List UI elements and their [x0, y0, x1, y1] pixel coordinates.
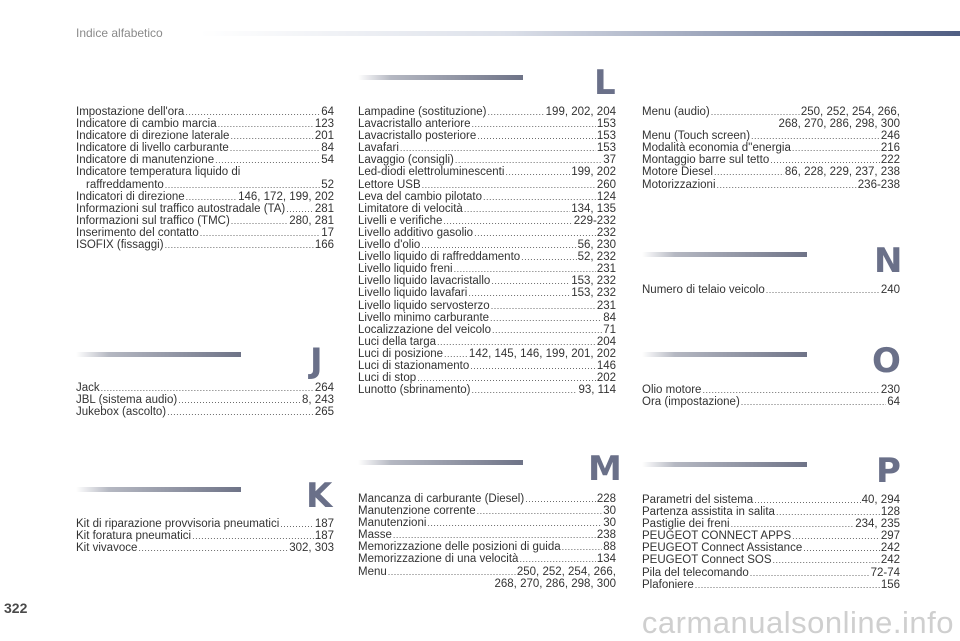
entry-leader-dots	[427, 517, 602, 529]
page-number: 322	[4, 600, 28, 616]
entry-leader-dots	[200, 227, 320, 239]
entry-page-ref: 134	[596, 553, 616, 566]
entry-leader-dots	[477, 130, 596, 142]
section-j-bar	[76, 352, 241, 357]
entry-page-ref: 30	[603, 505, 616, 518]
entry-leader-dots	[286, 203, 314, 215]
entry-leader-dots	[751, 130, 880, 142]
entry-term: Parametri del sistema	[642, 494, 754, 506]
entry-term: Lavacristallo posteriore	[358, 130, 477, 143]
entry-term: Luci della targa	[358, 335, 436, 348]
entry-page-ref: 146, 172, 199, 202	[238, 190, 334, 203]
index-entry	[76, 382, 334, 394]
entry-page-ref: 202	[596, 372, 616, 385]
entry-term: Livelli e verifiche	[358, 214, 443, 227]
entry-term: Luci di stazionamento	[358, 359, 470, 372]
entry-leader-dots	[417, 372, 596, 384]
entry-term: Memorizzazione di una velocità	[358, 553, 519, 566]
entry-leader-dots	[770, 154, 880, 166]
entry-page-ref: 302, 303	[289, 542, 334, 555]
entry-term: Indicatore temperatura liquido di	[76, 166, 241, 179]
entry-term: Livello liquido lavacristallo	[358, 275, 491, 288]
entry-term: Modalità economia d''energia	[642, 142, 791, 155]
section-p-entries	[642, 494, 900, 591]
index-entry	[358, 251, 616, 263]
entry-page-ref-continued: 268, 270, 286, 298, 300	[778, 118, 900, 131]
entry-leader-dots	[490, 312, 602, 324]
entry-leader-dots	[776, 506, 880, 518]
entry-leader-dots	[731, 518, 855, 530]
entry-page-ref: 264	[314, 382, 334, 394]
entry-term-continued: raffreddamento	[86, 178, 164, 191]
index-entry	[76, 154, 334, 166]
entry-page-ref: 231	[596, 299, 616, 312]
entry-term: Lampadine (sostituzione)	[358, 106, 487, 118]
entry-leader-dots	[437, 336, 596, 348]
index-entry	[358, 517, 616, 529]
entry-page-ref: 52	[321, 178, 334, 191]
entry-page-ref: 153, 232	[571, 287, 616, 300]
entry-leader-dots	[773, 554, 880, 566]
index-entry	[358, 227, 616, 239]
entry-leader-dots	[186, 191, 237, 203]
index-entry	[76, 203, 334, 215]
entry-page-ref: 281	[314, 202, 334, 215]
entry-leader-dots	[714, 166, 784, 178]
entry-page-ref: 134, 135	[571, 202, 616, 215]
entry-term: Lavaggio (consigli)	[358, 154, 454, 167]
entry-term: Led-diodi elettroluminescenti	[358, 166, 505, 179]
index-entry	[76, 239, 334, 251]
entry-page-ref: 142, 145, 146, 199, 201, 202	[468, 347, 616, 360]
entry-page-ref: 52, 232	[577, 251, 616, 264]
index-entry	[358, 553, 616, 565]
header-bar	[200, 31, 960, 36]
entry-leader-dots	[488, 106, 545, 118]
entry-term: Jack	[76, 382, 100, 394]
index-entry	[642, 106, 900, 118]
entry-page-ref: 265	[314, 406, 334, 419]
section-p-letter: P	[876, 451, 901, 491]
entry-term: Memorizzazione delle posizioni di guida	[358, 541, 561, 554]
entry-term: Inserimento del contatto	[76, 226, 199, 239]
section-p-bar	[642, 462, 807, 467]
index-entry	[358, 239, 616, 251]
index-entry	[642, 542, 900, 554]
index-entry	[358, 566, 616, 578]
entry-term: Manutenzioni	[358, 517, 427, 530]
entry-term: Indicatore di livello carburante	[76, 142, 229, 155]
entry-term: Kit vivavoce	[76, 542, 138, 555]
index-entry	[642, 384, 900, 396]
entry-page-ref: 246	[880, 130, 900, 143]
index-entry	[642, 130, 900, 142]
entry-page-ref: 40, 294	[861, 494, 900, 506]
entry-leader-dots	[695, 579, 880, 591]
entry-leader-dots	[165, 239, 314, 251]
entry-term: Motore Diesel	[642, 166, 713, 179]
entry-term: Indicatori di direzione	[76, 190, 185, 203]
entry-term: JBL (sistema audio)	[76, 394, 178, 407]
index-entry	[76, 530, 334, 542]
index-entry	[76, 227, 334, 239]
entry-term: Livello d'olio	[358, 239, 421, 252]
entry-leader-dots	[754, 494, 860, 506]
entry-term: Livello liquido di raffreddamento	[358, 251, 521, 264]
entry-leader-dots	[483, 191, 596, 203]
entry-leader-dots	[280, 518, 314, 530]
entry-term: Limitatore di velocità	[358, 202, 463, 215]
watermark-text: carmanualsonline.info	[641, 605, 954, 640]
entry-leader-dots	[464, 203, 570, 215]
entry-page-ref: 297	[880, 530, 900, 543]
section-o-bar	[642, 352, 807, 357]
entry-page-ref: 228	[596, 493, 616, 505]
index-entry	[76, 542, 334, 554]
section-o-letter: O	[872, 341, 901, 381]
entry-term: Luci di stop	[358, 372, 417, 385]
entry-term: Livello liquido freni	[358, 263, 453, 276]
entry-page-ref: 37	[603, 154, 616, 167]
entry-term: PEUGEOT CONNECT APPS	[642, 530, 792, 543]
section-k-bar	[76, 487, 241, 492]
section-m-entries	[358, 493, 616, 590]
index-entry	[358, 130, 616, 142]
index-entry	[642, 284, 900, 296]
index-entry	[358, 179, 616, 191]
entry-term: Motorizzazioni	[642, 178, 716, 191]
section-k-letter: K	[306, 476, 333, 516]
entry-term: PEUGEOT Connect Assistance	[642, 542, 803, 555]
entry-page-ref: 64	[321, 106, 334, 118]
entry-leader-dots	[455, 154, 602, 166]
index-entry	[358, 142, 616, 154]
index-entry	[358, 191, 616, 203]
index-entry	[358, 505, 616, 517]
entry-term: Lunotto (sbrinamento)	[358, 384, 471, 397]
entry-leader-dots	[472, 384, 578, 396]
index-entry	[358, 287, 616, 299]
entry-page-ref: 71	[603, 323, 616, 336]
entry-page-ref: 242	[880, 554, 900, 567]
entry-leader-dots	[215, 154, 320, 166]
entry-leader-dots	[792, 530, 880, 542]
entry-page-ref-continued: 268, 270, 286, 298, 300	[494, 577, 616, 590]
index-entry	[76, 130, 334, 142]
entry-page-ref: 30	[603, 517, 616, 530]
index-entry	[358, 263, 616, 275]
entry-term: Menu (audio)	[642, 106, 710, 118]
section-k-entries	[76, 518, 334, 554]
entry-page-ref: 231	[596, 263, 616, 276]
entry-term: Mancanza di carburante (Diesel)	[358, 493, 525, 505]
entry-page-ref: 222	[880, 154, 900, 167]
entry-leader-dots	[454, 263, 596, 275]
entry-leader-dots	[505, 166, 570, 178]
index-entry	[358, 493, 616, 505]
entry-page-ref: 187	[314, 518, 334, 530]
entry-term: Kit foratura pneumatici	[76, 530, 192, 543]
entry-leader-dots	[472, 118, 596, 130]
entry-term: Localizzazione del veicolo	[358, 323, 491, 336]
section-m-letter: M	[588, 449, 622, 489]
section-m-continued-entries	[642, 106, 900, 191]
index-entry	[76, 215, 334, 227]
index-entry	[642, 179, 900, 191]
entry-term: Informazioni sul traffico autostradale (TA)	[76, 202, 286, 215]
index-entry	[76, 142, 334, 154]
entry-leader-dots	[750, 567, 870, 579]
index-entry	[358, 541, 616, 553]
entry-leader-dots	[167, 406, 314, 418]
entry-leader-dots	[101, 382, 314, 394]
entry-term: Olio motore	[642, 384, 702, 396]
entry-leader-dots	[230, 130, 313, 142]
entry-page-ref: 8, 243	[302, 394, 334, 407]
entry-leader-dots	[491, 300, 596, 312]
entry-leader-dots	[717, 179, 857, 191]
index-entry	[642, 142, 900, 154]
entry-leader-dots	[492, 324, 602, 336]
index-entry	[76, 191, 334, 203]
entry-page-ref: 123	[314, 118, 334, 131]
index-entry	[642, 154, 900, 166]
entry-page-ref: 153	[596, 142, 616, 155]
section-l-entries	[358, 106, 616, 396]
entry-page-ref: 88	[603, 541, 616, 554]
entry-term: Numero di telaio veicolo	[642, 284, 765, 296]
entry-leader-dots	[491, 275, 570, 287]
entry-term: Lettore USB	[358, 178, 421, 191]
index-entry	[358, 154, 616, 166]
entry-leader-dots	[192, 530, 314, 542]
entry-page-ref: 229-232	[573, 214, 616, 227]
entry-page-ref: 204	[596, 335, 616, 348]
entry-term: Livello additivo gasolio	[358, 226, 474, 239]
section-n-letter: N	[874, 241, 903, 281]
entry-page-ref: 250, 252, 254, 266,	[800, 106, 900, 118]
entry-leader-dots	[400, 142, 596, 154]
entry-page-ref: 56, 230	[577, 239, 616, 252]
entry-page-ref: 242	[880, 542, 900, 555]
entry-term: Lavafari	[358, 142, 399, 155]
entry-leader-dots	[388, 566, 516, 578]
entry-page-ref: 216	[880, 142, 900, 155]
section-l-bar	[358, 75, 523, 80]
entry-term: Leva del cambio pilotato	[358, 190, 483, 203]
entry-term: Lavacristallo anteriore	[358, 118, 471, 131]
entry-leader-dots	[178, 394, 301, 406]
entry-leader-dots	[218, 118, 314, 130]
entry-page-ref: 84	[321, 142, 334, 155]
entry-leader-dots	[521, 251, 576, 263]
entry-leader-dots	[231, 215, 288, 227]
entry-page-ref: 156	[880, 578, 900, 591]
entry-leader-dots	[562, 541, 603, 553]
entry-page-ref: 128	[880, 506, 900, 519]
entry-leader-dots	[138, 542, 288, 554]
entry-term: Impostazione dell'ora	[76, 106, 185, 118]
entry-page-ref: 86, 228, 229, 237, 238	[784, 166, 900, 179]
index-entry	[358, 300, 616, 312]
entry-term: Plafoniere	[642, 578, 694, 591]
index-entry	[76, 518, 334, 530]
entry-page-ref: 84	[603, 311, 616, 324]
entry-term: Livello liquido lavafari	[358, 287, 468, 300]
section-m-bar	[358, 460, 523, 465]
index-entry	[358, 118, 616, 130]
index-entry	[642, 506, 900, 518]
index-entry	[358, 360, 616, 372]
entry-term: Montaggio barre sul tetto	[642, 154, 770, 167]
index-entry	[76, 406, 334, 418]
entry-leader-dots	[470, 360, 596, 372]
entry-term: Livello liquido servosterzo	[358, 299, 490, 312]
entry-term: Kit di riparazione provvisoria pneumatici	[76, 518, 280, 530]
section-n-entries	[642, 284, 900, 296]
entry-page-ref: 232	[596, 226, 616, 239]
index-entry	[642, 530, 900, 542]
entry-page-ref: 280, 281	[289, 214, 334, 227]
entry-term: Livello minimo carburante	[358, 311, 490, 324]
entry-page-ref: 187	[314, 530, 334, 543]
entry-page-ref: 124	[596, 190, 616, 203]
entry-term: Menu	[358, 565, 387, 578]
entry-page-ref: 234, 235	[855, 518, 900, 531]
index-entry	[358, 215, 616, 227]
index-entry	[642, 166, 900, 178]
section-i-entries	[76, 106, 334, 251]
section-n-bar	[642, 252, 807, 257]
index-entry	[358, 336, 616, 348]
entry-page-ref: 201	[314, 130, 334, 143]
entry-leader-dots	[468, 287, 570, 299]
entry-term: Indicatore di direzione laterale	[76, 130, 230, 143]
index-entry	[76, 394, 334, 406]
section-j-entries	[76, 382, 334, 418]
entry-term: Luci di posizione	[358, 347, 444, 360]
entry-page-ref: 199, 202	[571, 166, 616, 179]
entry-leader-dots	[792, 142, 880, 154]
entry-page-ref: 54	[321, 154, 334, 167]
entry-page-ref: 236-238	[857, 178, 900, 191]
entry-page-ref: 146	[596, 359, 616, 372]
entry-leader-dots	[702, 384, 879, 396]
index-entry	[642, 579, 900, 591]
index-entry	[642, 567, 900, 579]
entry-leader-dots	[422, 179, 596, 191]
entry-leader-dots	[444, 348, 468, 360]
index-entry	[358, 166, 616, 178]
entry-page-ref: 17	[321, 226, 334, 239]
entry-term: Menu (Touch screen)	[642, 130, 751, 143]
index-entry	[642, 494, 900, 506]
entry-page-ref: 240	[880, 284, 900, 296]
index-entry	[358, 372, 616, 384]
entry-page-ref: 199, 202, 204	[545, 106, 616, 118]
entry-leader-dots	[165, 179, 320, 191]
entry-leader-dots	[474, 227, 596, 239]
index-entry	[642, 518, 900, 530]
entry-leader-dots	[477, 505, 603, 517]
entry-term: Pila del telecomando	[642, 566, 749, 579]
entry-term: Jukebox (ascolto)	[76, 406, 167, 419]
entry-page-ref: 238	[596, 529, 616, 542]
index-entry	[76, 179, 334, 191]
index-entry	[358, 384, 616, 396]
page-header-title: Indice alfabetico	[76, 26, 163, 40]
index-entry	[76, 166, 334, 178]
index-entry	[76, 118, 334, 130]
entry-term: Manutenzione corrente	[358, 505, 476, 518]
entry-leader-dots	[711, 106, 800, 118]
entry-page-ref: 64	[887, 396, 900, 409]
entry-leader-dots	[230, 142, 320, 154]
entry-term: Ora (impostazione)	[642, 396, 740, 409]
entry-leader-dots	[185, 106, 320, 118]
entry-leader-dots	[803, 542, 880, 554]
entry-term: PEUGEOT Connect SOS	[642, 554, 772, 567]
entry-leader-dots	[443, 215, 572, 227]
entry-leader-dots	[741, 396, 886, 408]
entry-leader-dots	[766, 284, 880, 296]
entry-page-ref: 72-74	[870, 566, 900, 579]
index-entry	[358, 529, 616, 541]
section-l-letter: L	[594, 63, 616, 103]
entry-page-ref: 153	[596, 118, 616, 131]
entry-term: Masse	[358, 529, 392, 542]
entry-leader-dots	[421, 239, 576, 251]
index-entry	[642, 554, 900, 566]
entry-leader-dots	[393, 529, 596, 541]
index-entry	[76, 106, 334, 118]
section-o-entries	[642, 384, 900, 408]
entry-page-ref: 260	[596, 178, 616, 191]
index-entry	[358, 324, 616, 336]
index-entry	[358, 203, 616, 215]
entry-term: Indicatore di cambio marcia	[76, 118, 217, 131]
entry-page-ref: 250, 252, 254, 266,	[516, 565, 616, 578]
entry-page-ref: 93, 114	[578, 384, 616, 397]
entry-leader-dots	[525, 493, 596, 505]
entry-term: Informazioni sul traffico (TMC)	[76, 214, 230, 227]
index-entry	[358, 348, 616, 360]
index-entry	[358, 275, 616, 287]
index-entry	[358, 106, 616, 118]
section-j-letter: J	[310, 341, 323, 381]
entry-term: Partenza assistita in salita	[642, 506, 775, 519]
entry-term: ISOFIX (fissaggi)	[76, 239, 164, 252]
entry-page-ref: 153	[596, 130, 616, 143]
entry-leader-dots	[519, 553, 595, 565]
entry-term: Indicatore di manutenzione	[76, 154, 215, 167]
entry-page-ref: 153, 232	[571, 275, 616, 288]
index-entry	[358, 312, 616, 324]
entry-page-ref: 230	[880, 384, 900, 396]
index-entry	[642, 396, 900, 408]
entry-term: Pastiglie dei freni	[642, 518, 730, 531]
entry-page-ref: 166	[314, 239, 334, 252]
